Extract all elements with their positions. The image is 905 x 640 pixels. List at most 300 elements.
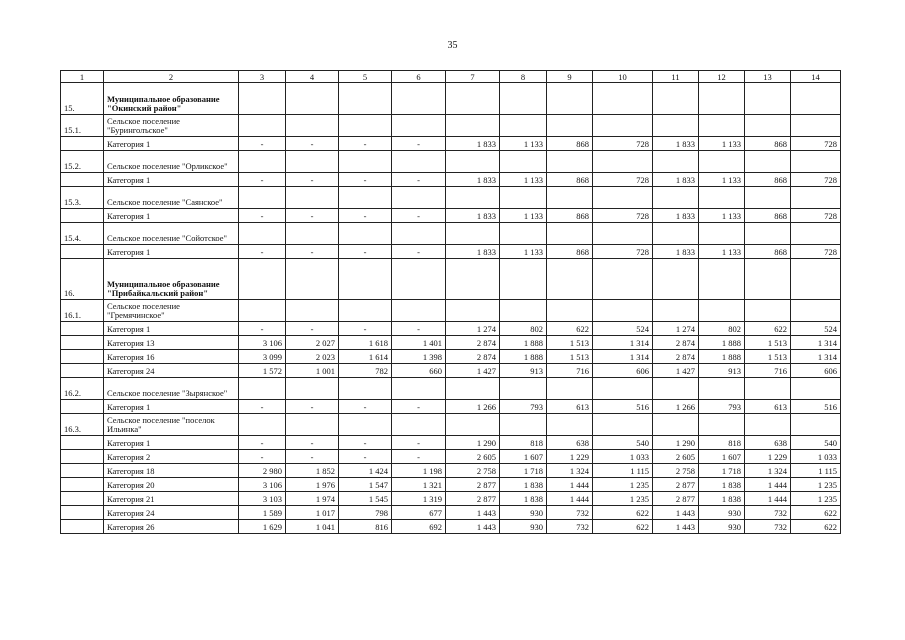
- value-cell: 3 106: [239, 335, 286, 349]
- table-row: [61, 321, 841, 335]
- row-name: Категория 1: [104, 244, 239, 258]
- header-row: [61, 71, 841, 83]
- value-cell: 930: [699, 505, 745, 519]
- value-cell: [286, 222, 339, 244]
- row-name: Категория 1: [104, 136, 239, 150]
- value-cell: 1 833: [653, 136, 699, 150]
- value-cell: 1 198: [392, 463, 446, 477]
- value-cell: -: [286, 321, 339, 335]
- value-cell: 1 115: [593, 463, 653, 477]
- value-cell: 1 235: [593, 477, 653, 491]
- value-cell: 1 614: [339, 349, 392, 363]
- value-cell: 798: [339, 505, 392, 519]
- value-cell: 913: [500, 363, 547, 377]
- value-cell: 2 874: [446, 335, 500, 349]
- value-cell: 868: [745, 136, 791, 150]
- value-cell: 2 874: [446, 349, 500, 363]
- value-cell: 868: [547, 244, 593, 258]
- row-name: Категория 24: [104, 505, 239, 519]
- value-cell: 818: [699, 435, 745, 449]
- value-cell: [392, 299, 446, 321]
- value-cell: 930: [699, 519, 745, 533]
- value-cell: [446, 413, 500, 435]
- value-cell: 1 629: [239, 519, 286, 533]
- value-cell: 1 319: [392, 491, 446, 505]
- value-cell: 732: [547, 519, 593, 533]
- value-cell: [593, 186, 653, 208]
- value-cell: [699, 377, 745, 399]
- value-cell: 1 033: [593, 449, 653, 463]
- value-cell: [339, 186, 392, 208]
- value-cell: -: [286, 172, 339, 186]
- value-cell: 1 718: [699, 463, 745, 477]
- value-cell: 1 266: [446, 399, 500, 413]
- value-cell: 606: [791, 363, 841, 377]
- row-code: 15.4.: [61, 222, 104, 244]
- value-cell: [653, 299, 699, 321]
- value-cell: 622: [745, 321, 791, 335]
- value-cell: 1 513: [745, 335, 791, 349]
- value-cell: 728: [593, 244, 653, 258]
- table-row: [61, 114, 841, 136]
- value-cell: -: [286, 435, 339, 449]
- row-name: Категория 2: [104, 449, 239, 463]
- value-cell: 1 607: [699, 449, 745, 463]
- value-cell: [791, 413, 841, 435]
- value-cell: 2 758: [446, 463, 500, 477]
- value-cell: 1 888: [500, 335, 547, 349]
- value-cell: 2 605: [446, 449, 500, 463]
- column-header: 7: [446, 71, 500, 83]
- value-cell: 622: [593, 505, 653, 519]
- row-code: [61, 172, 104, 186]
- value-cell: [392, 83, 446, 115]
- row-code: [61, 208, 104, 222]
- table-row: [61, 299, 841, 321]
- value-cell: 868: [547, 136, 593, 150]
- table-row: [61, 519, 841, 533]
- table-row: [61, 83, 841, 115]
- value-cell: 1 443: [446, 519, 500, 533]
- value-cell: -: [392, 244, 446, 258]
- value-cell: 2 877: [653, 491, 699, 505]
- row-code: [61, 363, 104, 377]
- value-cell: 732: [745, 505, 791, 519]
- table-row: [61, 491, 841, 505]
- column-header: 6: [392, 71, 446, 83]
- value-cell: -: [339, 136, 392, 150]
- value-cell: 2 027: [286, 335, 339, 349]
- value-cell: [239, 83, 286, 115]
- table-row: [61, 413, 841, 435]
- table-row: [61, 363, 841, 377]
- value-cell: 540: [791, 435, 841, 449]
- value-cell: 802: [699, 321, 745, 335]
- value-cell: 3 099: [239, 349, 286, 363]
- value-cell: 692: [392, 519, 446, 533]
- value-cell: 1 607: [500, 449, 547, 463]
- value-cell: 2 758: [653, 463, 699, 477]
- value-cell: 2 877: [446, 491, 500, 505]
- column-header: 12: [699, 71, 745, 83]
- row-code: [61, 519, 104, 533]
- value-cell: 1 833: [446, 136, 500, 150]
- value-cell: 1 274: [653, 321, 699, 335]
- column-header: 14: [791, 71, 841, 83]
- value-cell: [500, 413, 547, 435]
- value-cell: 1 274: [446, 321, 500, 335]
- row-code: [61, 463, 104, 477]
- value-cell: [699, 114, 745, 136]
- value-cell: [239, 150, 286, 172]
- column-header: 11: [653, 71, 699, 83]
- value-cell: 868: [547, 172, 593, 186]
- row-name: Категория 1: [104, 208, 239, 222]
- row-code: [61, 435, 104, 449]
- value-cell: -: [239, 244, 286, 258]
- table-row: [61, 222, 841, 244]
- column-header: 1: [61, 71, 104, 83]
- value-cell: 1 229: [745, 449, 791, 463]
- row-name: Категория 24: [104, 363, 239, 377]
- table-row: [61, 186, 841, 208]
- value-cell: 913: [699, 363, 745, 377]
- value-cell: [547, 114, 593, 136]
- value-cell: 516: [593, 399, 653, 413]
- value-cell: 1 041: [286, 519, 339, 533]
- value-cell: -: [392, 172, 446, 186]
- column-header: 8: [500, 71, 547, 83]
- table-row: [61, 449, 841, 463]
- table-row: [61, 136, 841, 150]
- tariff-table: [60, 70, 841, 534]
- value-cell: 732: [745, 519, 791, 533]
- row-code: [61, 491, 104, 505]
- value-cell: [791, 299, 841, 321]
- row-name: Категория 20: [104, 477, 239, 491]
- value-cell: 793: [500, 399, 547, 413]
- value-cell: [547, 186, 593, 208]
- value-cell: [446, 114, 500, 136]
- value-cell: [286, 114, 339, 136]
- value-cell: 2 877: [653, 477, 699, 491]
- value-cell: 622: [547, 321, 593, 335]
- value-cell: 1 235: [791, 491, 841, 505]
- value-cell: 1 572: [239, 363, 286, 377]
- value-cell: 606: [593, 363, 653, 377]
- value-cell: 638: [547, 435, 593, 449]
- value-cell: [239, 222, 286, 244]
- row-name: Категория 21: [104, 491, 239, 505]
- row-name: Категория 13: [104, 335, 239, 349]
- value-cell: 868: [745, 208, 791, 222]
- value-cell: 1 513: [547, 335, 593, 349]
- value-cell: [593, 83, 653, 115]
- value-cell: [547, 413, 593, 435]
- value-cell: [446, 150, 500, 172]
- value-cell: [286, 413, 339, 435]
- value-cell: 1 290: [653, 435, 699, 449]
- value-cell: 622: [791, 505, 841, 519]
- value-cell: [791, 186, 841, 208]
- value-cell: [653, 222, 699, 244]
- value-cell: [791, 114, 841, 136]
- column-header: 13: [745, 71, 791, 83]
- row-code: [61, 349, 104, 363]
- value-cell: 782: [339, 363, 392, 377]
- value-cell: 1 133: [500, 172, 547, 186]
- value-cell: [286, 150, 339, 172]
- value-cell: 1 001: [286, 363, 339, 377]
- value-cell: 793: [699, 399, 745, 413]
- value-cell: [745, 299, 791, 321]
- table-row: [61, 477, 841, 491]
- value-cell: [699, 413, 745, 435]
- value-cell: 524: [593, 321, 653, 335]
- value-cell: [239, 413, 286, 435]
- value-cell: 728: [791, 172, 841, 186]
- column-header: 4: [286, 71, 339, 83]
- row-code: 15.3.: [61, 186, 104, 208]
- value-cell: [653, 258, 699, 299]
- value-cell: 1 017: [286, 505, 339, 519]
- row-name: Сельское поселение "Буринголъское": [104, 114, 239, 136]
- value-cell: [547, 299, 593, 321]
- value-cell: [392, 150, 446, 172]
- value-cell: -: [239, 449, 286, 463]
- value-cell: 802: [500, 321, 547, 335]
- value-cell: [239, 186, 286, 208]
- value-cell: 1 838: [500, 491, 547, 505]
- value-cell: [699, 299, 745, 321]
- value-cell: 868: [745, 172, 791, 186]
- value-cell: 2 874: [653, 349, 699, 363]
- table-row: [61, 463, 841, 477]
- table-row: [61, 244, 841, 258]
- value-cell: [446, 299, 500, 321]
- value-cell: 3 103: [239, 491, 286, 505]
- value-cell: 1 974: [286, 491, 339, 505]
- row-name: Категория 1: [104, 435, 239, 449]
- value-cell: 1 133: [500, 208, 547, 222]
- value-cell: 1 545: [339, 491, 392, 505]
- value-cell: 516: [791, 399, 841, 413]
- column-header: 10: [593, 71, 653, 83]
- value-cell: 1 444: [547, 491, 593, 505]
- value-cell: [653, 114, 699, 136]
- value-cell: [500, 150, 547, 172]
- row-code: [61, 449, 104, 463]
- value-cell: [745, 186, 791, 208]
- value-cell: 1 401: [392, 335, 446, 349]
- value-cell: [699, 83, 745, 115]
- value-cell: 1 838: [699, 477, 745, 491]
- value-cell: [699, 222, 745, 244]
- value-cell: [286, 186, 339, 208]
- table-row: [61, 505, 841, 519]
- value-cell: [547, 150, 593, 172]
- value-cell: 1 833: [446, 244, 500, 258]
- value-cell: [339, 222, 392, 244]
- value-cell: -: [239, 399, 286, 413]
- value-cell: [239, 258, 286, 299]
- row-name: Муниципальное образование "Окинский район": [104, 83, 239, 115]
- value-cell: 1 443: [653, 519, 699, 533]
- value-cell: -: [339, 449, 392, 463]
- value-cell: 1 427: [446, 363, 500, 377]
- value-cell: [392, 114, 446, 136]
- value-cell: 1 513: [745, 349, 791, 363]
- value-cell: [593, 377, 653, 399]
- value-cell: 1 314: [593, 335, 653, 349]
- value-cell: [745, 413, 791, 435]
- value-cell: [653, 186, 699, 208]
- value-cell: [392, 186, 446, 208]
- value-cell: 1 833: [653, 244, 699, 258]
- value-cell: [500, 114, 547, 136]
- value-cell: -: [286, 449, 339, 463]
- value-cell: 1 033: [791, 449, 841, 463]
- value-cell: 3 106: [239, 477, 286, 491]
- row-name: Муниципальное образование "Прибайкальский район": [104, 258, 239, 299]
- value-cell: [745, 258, 791, 299]
- value-cell: 1 314: [593, 349, 653, 363]
- value-cell: 1 133: [500, 244, 547, 258]
- table-row: [61, 335, 841, 349]
- value-cell: -: [339, 399, 392, 413]
- value-cell: 1 321: [392, 477, 446, 491]
- value-cell: [500, 258, 547, 299]
- value-cell: 677: [392, 505, 446, 519]
- value-cell: [392, 258, 446, 299]
- value-cell: [593, 413, 653, 435]
- value-cell: 1 888: [699, 335, 745, 349]
- row-code: 16.3.: [61, 413, 104, 435]
- value-cell: [791, 377, 841, 399]
- value-cell: 1 444: [745, 491, 791, 505]
- value-cell: 1 266: [653, 399, 699, 413]
- value-cell: 1 838: [500, 477, 547, 491]
- table-row: [61, 349, 841, 363]
- value-cell: 1 618: [339, 335, 392, 349]
- row-name: Сельское поселение "Орликское": [104, 150, 239, 172]
- value-cell: [286, 299, 339, 321]
- value-cell: -: [392, 449, 446, 463]
- value-cell: [286, 377, 339, 399]
- value-cell: [745, 114, 791, 136]
- value-cell: [446, 377, 500, 399]
- row-name: Категория 1: [104, 172, 239, 186]
- value-cell: [699, 150, 745, 172]
- table-row: [61, 208, 841, 222]
- value-cell: 1 444: [547, 477, 593, 491]
- value-cell: -: [239, 172, 286, 186]
- value-cell: 868: [547, 208, 593, 222]
- value-cell: 818: [500, 435, 547, 449]
- value-cell: [653, 413, 699, 435]
- value-cell: [446, 258, 500, 299]
- value-cell: 728: [791, 244, 841, 258]
- value-cell: 1 324: [547, 463, 593, 477]
- value-cell: -: [239, 435, 286, 449]
- value-cell: [547, 222, 593, 244]
- row-name: Категория 1: [104, 399, 239, 413]
- value-cell: 540: [593, 435, 653, 449]
- value-cell: [745, 222, 791, 244]
- value-cell: [547, 377, 593, 399]
- value-cell: 1 547: [339, 477, 392, 491]
- value-cell: 1 424: [339, 463, 392, 477]
- table-body: [61, 83, 841, 534]
- value-cell: 1 115: [791, 463, 841, 477]
- value-cell: 1 443: [446, 505, 500, 519]
- value-cell: -: [392, 321, 446, 335]
- value-cell: [239, 299, 286, 321]
- value-cell: -: [392, 435, 446, 449]
- value-cell: 1 133: [699, 172, 745, 186]
- value-cell: 728: [791, 136, 841, 150]
- row-name: Категория 18: [104, 463, 239, 477]
- value-cell: 613: [745, 399, 791, 413]
- value-cell: 1 229: [547, 449, 593, 463]
- value-cell: 1 444: [745, 477, 791, 491]
- value-cell: [653, 377, 699, 399]
- value-cell: 2 877: [446, 477, 500, 491]
- value-cell: [339, 299, 392, 321]
- value-cell: -: [339, 172, 392, 186]
- value-cell: 638: [745, 435, 791, 449]
- value-cell: 2 980: [239, 463, 286, 477]
- value-cell: [593, 114, 653, 136]
- value-cell: [239, 377, 286, 399]
- value-cell: 1 235: [791, 477, 841, 491]
- value-cell: [791, 258, 841, 299]
- row-code: 16.1.: [61, 299, 104, 321]
- table-row: [61, 150, 841, 172]
- value-cell: [745, 150, 791, 172]
- value-cell: 1 398: [392, 349, 446, 363]
- value-cell: 1 833: [446, 208, 500, 222]
- value-cell: -: [339, 321, 392, 335]
- value-cell: 930: [500, 519, 547, 533]
- value-cell: 728: [593, 136, 653, 150]
- row-name: Сельское поселение "поселок Ильинка": [104, 413, 239, 435]
- table-row: [61, 258, 841, 299]
- row-name: Сельское поселение "Саянское": [104, 186, 239, 208]
- value-cell: [791, 222, 841, 244]
- row-name: Сельское поселение "Сойотское": [104, 222, 239, 244]
- row-code: 15.2.: [61, 150, 104, 172]
- row-code: [61, 335, 104, 349]
- value-cell: 1 290: [446, 435, 500, 449]
- value-cell: -: [286, 399, 339, 413]
- row-name: Категория 26: [104, 519, 239, 533]
- value-cell: [791, 150, 841, 172]
- row-code: [61, 321, 104, 335]
- value-cell: 2 605: [653, 449, 699, 463]
- value-cell: 1 235: [593, 491, 653, 505]
- column-header: 2: [104, 71, 239, 83]
- value-cell: 1 324: [745, 463, 791, 477]
- value-cell: [500, 186, 547, 208]
- value-cell: [239, 114, 286, 136]
- value-cell: -: [286, 244, 339, 258]
- value-cell: 613: [547, 399, 593, 413]
- value-cell: -: [339, 435, 392, 449]
- value-cell: 728: [593, 208, 653, 222]
- value-cell: [339, 258, 392, 299]
- value-cell: 1 888: [500, 349, 547, 363]
